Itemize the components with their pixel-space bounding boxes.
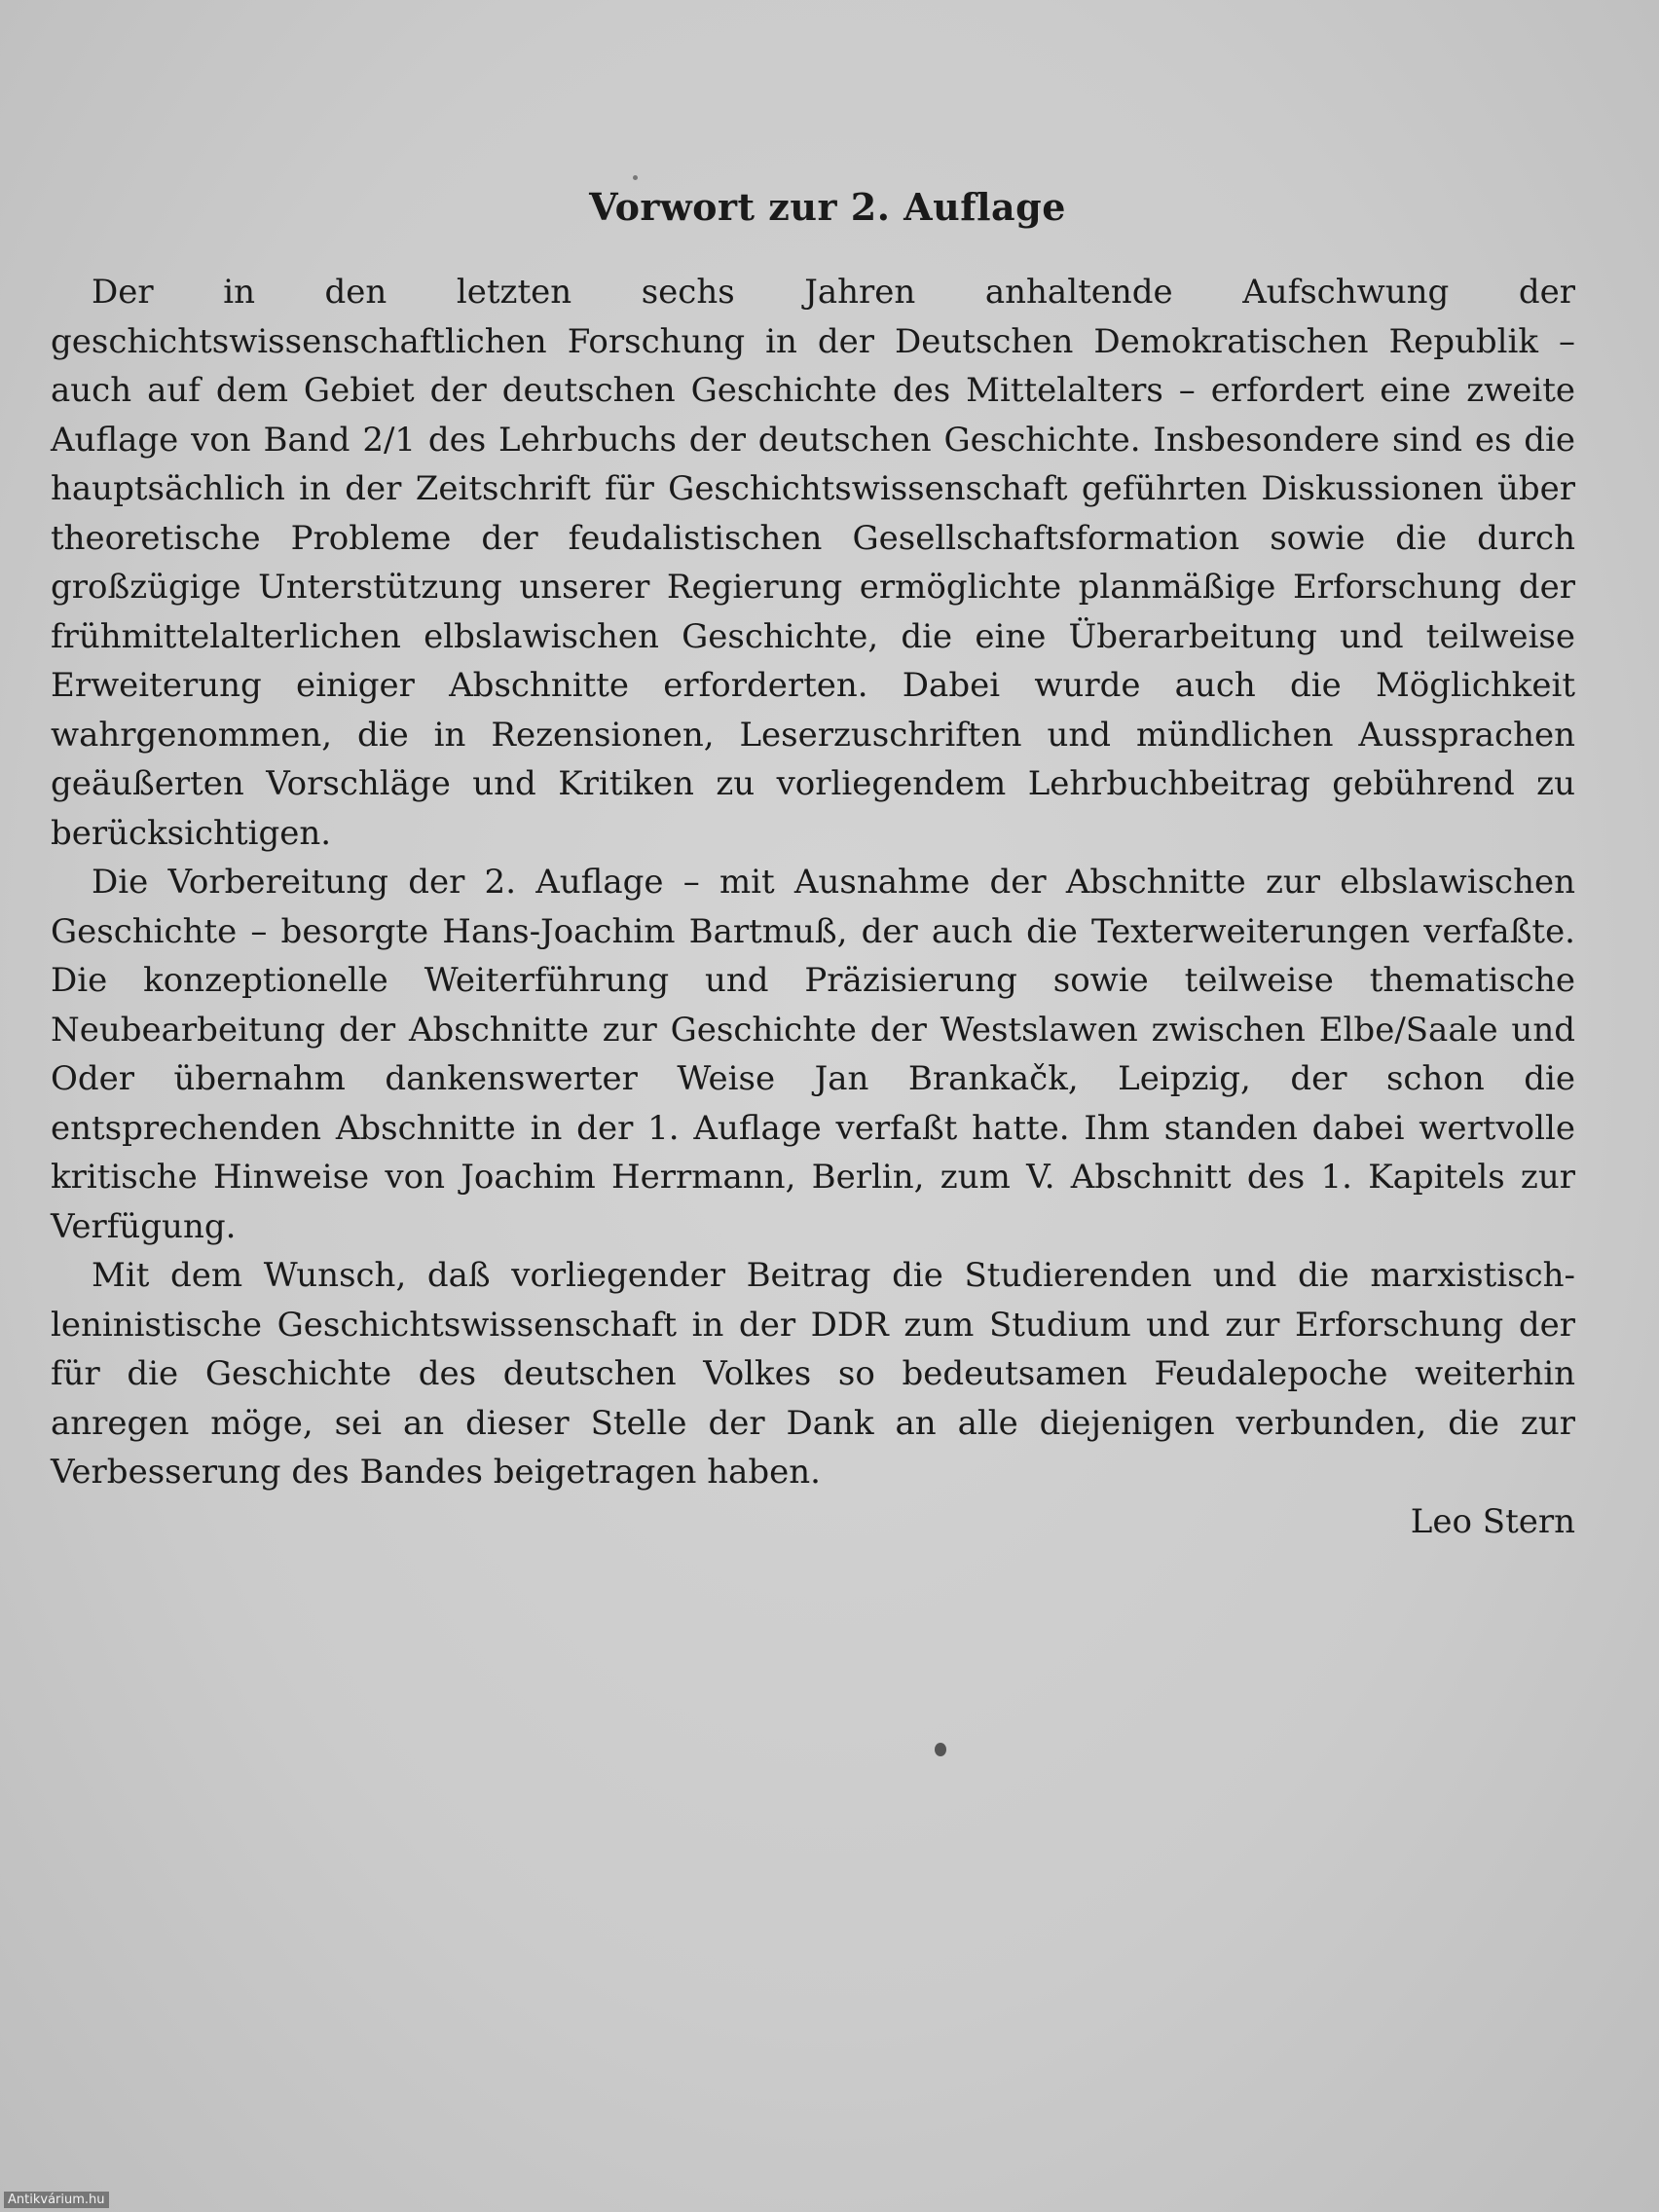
paper-speck bbox=[935, 1743, 946, 1756]
paragraph-3: Mit dem Wunsch, daß vorliegender Beitrag die Studierenden und die marxistisch-leninistische Geschichtswissenschaft in der DDR zum Studium und zur Erforschung der für die Geschichte des deutschen Volkes so bedeutsamen Feudalepoche weiterhin anregen möge, sei an dieser Stelle der Dank an alle diejenigen verbunden, die zur Verbesserung des Bandes beigetragen haben. bbox=[51, 1256, 1575, 1492]
preface-page bbox=[51, 185, 1575, 1546]
paper-speck bbox=[633, 175, 638, 180]
page-title: Vorwort zur 2. Auflage bbox=[589, 185, 1066, 229]
paragraph-1: Der in den letzten sechs Jahren anhaltende Aufschwung der geschichtswissenschaftlichen Forschung in der Deutschen Demokratischen Republik – auch auf dem Gebiet der deutschen Geschichte des Mittelalters – erfordert eine zweite Auflage von Band 2/1 des Lehrbuchs der deutschen Geschichte. Insbesondere sind es die hauptsächlich in der Zeitschrift für Geschichtswissenschaft geführten Diskussionen über theoretische Probleme der feudalistischen Gesellschaftsformation sowie die durch großzügige Unterstützung unserer Regierung ermöglichte planmäßige Erforschung der frühmittelalterlichen elbslawischen Geschichte, die eine Überarbeitung und teilweise Erweiterung einiger Abschnitte erforderten. Dabei wurde auch die Möglichkeit wahrgenommen, die in Rezensionen, Leserzuschriften und mündlichen Aussprachen geäußerten Vorschläge und Kritiken zu vorliegendem Lehrbuchbeitrag gebührend zu berücksichtigen. bbox=[51, 273, 1575, 853]
watermark: Antikvárium.hu bbox=[4, 2192, 109, 2208]
signature: Leo Stern bbox=[1410, 1501, 1575, 1541]
paragraph-2: Die Vorbereitung der 2. Auflage – mit Ausnahme der Abschnitte zur elbslawischen Geschichte – besorgte Hans-Joachim Bartmuß, der auch die Texterweiterungen verfaßte. Die konzeptionelle Weiterführung und Präzisierung sowie teilweise thematische Neubearbeitung der Abschnitte zur Geschichte der Westslawen zwischen Elbe/Saale und Oder übernahm dankenswerter Weise Jan Brankačk, Leipzig, der schon die entsprechenden Abschnitte in der 1. Auflage verfaßt hatte. Ihm standen dabei wertvolle kritische Hinweise von Joachim Herrmann, Berlin, zum V. Abschnitt des 1. Kapitels zur Verfügung. bbox=[51, 863, 1575, 1246]
